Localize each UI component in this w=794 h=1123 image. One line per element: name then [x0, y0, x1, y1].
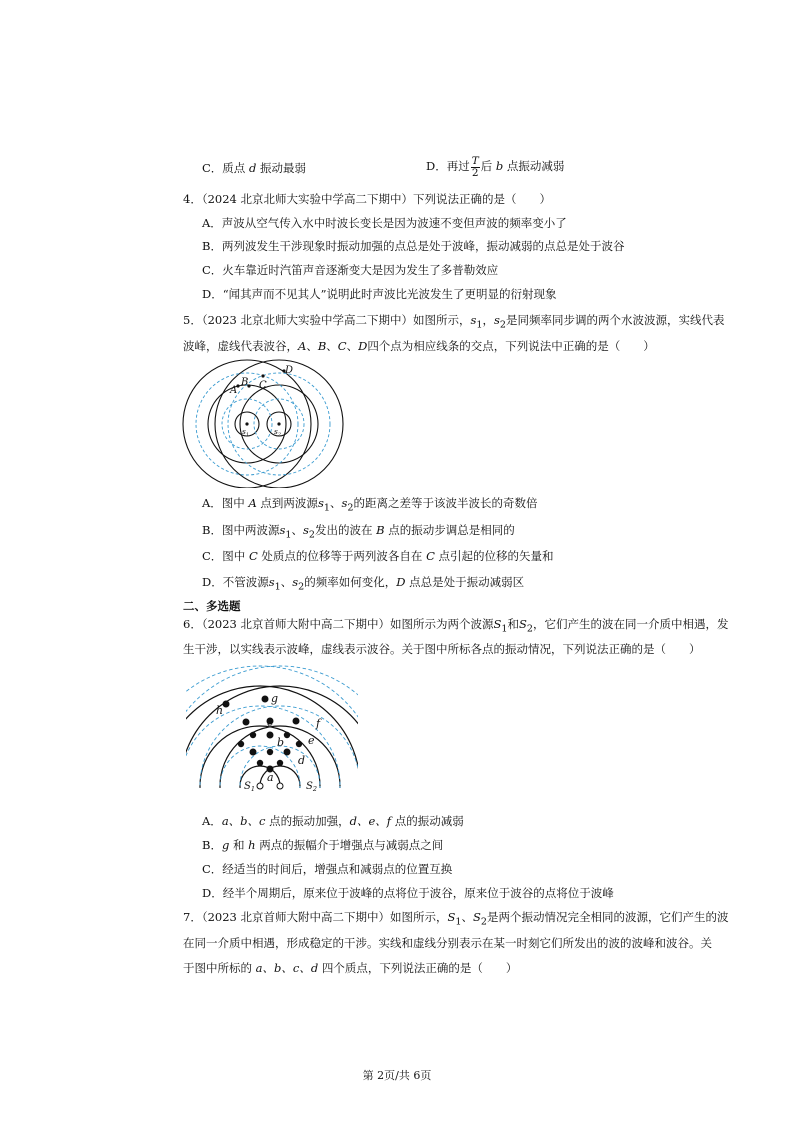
- q6-option-d: D．经半个周期后，原来位于波峰的点将位于波谷，原来位于波谷的点将位于波峰: [202, 886, 614, 900]
- q3-option-c: C．质点 d 振动最弱: [202, 161, 306, 175]
- q4-option-b: B．两列波发生干涉现象时振动加强的点总是处于波峰，振动减弱的点总是处于波谷: [202, 239, 625, 253]
- q5-option-b: B．图中两波源$s_1$、$s_2$发出的波在 B 点的振动步调总是相同的: [202, 523, 515, 541]
- fig5-label-d: D: [285, 365, 294, 376]
- fig6-label-g: g: [271, 692, 279, 705]
- q4-option-d: D．“闻其声而不见其人”说明此时声波比光波发生了更明显的衍射现象: [202, 287, 557, 301]
- q5-interference-figure: [178, 358, 348, 488]
- fig6-label-b: b: [277, 736, 285, 749]
- q6-stem-line2: 生干涉，以实线表示波峰，虚线表示波谷。关于图中所标各点的振动情况，下列说法正确的是（ ）: [183, 642, 701, 656]
- fig6-label-c: c: [267, 716, 274, 729]
- q5-option-d: D．不管波源$s_1$、$s_2$的频率如何变化，D 点总是处于振动减弱区: [202, 575, 525, 593]
- q6-option-a: A．a、b、c 点的振动加强，d、e、f 点的振动减弱: [202, 814, 464, 828]
- q5-stem-line1: 5．（2023 北京北师大实验中学高二下期中）如图所示，$s_1$，$s_2$是同频率同步调的两个水波波源，实线代表: [183, 313, 725, 331]
- q6-option-c: C．经适当的时间后，增强点和减弱点的位置互换: [202, 862, 453, 876]
- q6-interference-figure: [186, 665, 358, 795]
- fig5-label-a: A: [230, 385, 238, 396]
- fig6-label-s1: $S_1$: [244, 781, 255, 793]
- q4-option-a: A．声波从空气传入水中时波长变长是因为波速不变但声波的频率变小了: [202, 216, 567, 230]
- q4-option-c: C．火车靠近时汽笛声音逐渐变大是因为发生了多普勒效应: [202, 263, 499, 277]
- fig5-label-b: B: [241, 377, 249, 388]
- q5-stem-line2: 波峰，虚线代表波谷，A、B、C、D四个点为相应线条的交点，下列说法中正确的是（ ）: [183, 339, 655, 353]
- fig6-label-d: d: [298, 754, 306, 767]
- q7-stem-line2: 在同一介质中相遇，形成稳定的干涉。实线和虚线分别表示在某一时刻它们所发出的波的波峰和波谷。关: [183, 936, 712, 950]
- fig5-label-s2: $s_2$: [274, 427, 282, 438]
- fig6-label-h: h: [216, 704, 224, 717]
- fig6-label-e: e: [308, 734, 315, 747]
- fig6-label-s2: $S_2$: [306, 781, 317, 793]
- fig6-label-f: f: [316, 717, 321, 730]
- page-footer: 第 2页/共 6页: [362, 1069, 432, 1082]
- fig5-label-c: C: [259, 380, 267, 391]
- q5-option-c: C．图中 C 处质点的位移等于两列波各自在 C 点引起的位移的矢量和: [202, 549, 554, 563]
- q3-option-d: D．再过 $\frac{T}{2}$ 后 b 点振动减弱: [426, 154, 565, 179]
- q7-stem-line3: 于图中所标的 a、b、c、d 四个质点，下列说法正确的是（ ）: [183, 961, 518, 975]
- q7-stem-line1: 7．（2023 北京首师大附中高二下期中）如图所示，$S_1$、$S_2$是两个振动情况完全相同的波源，它们产生的波: [183, 910, 729, 928]
- q6-option-b: B．g 和 h 两点的振幅介于增强点与减弱点之间: [202, 838, 444, 852]
- q6-stem-line1: 6．（2023 北京首师大附中高二下期中）如图所示为两个波源$S_1$和$S_2$，它们产生的波在同一介质中相遇，发: [183, 617, 729, 635]
- fig6-label-a: a: [267, 771, 274, 784]
- section-heading-multiple-choice: 二、多选题: [183, 599, 241, 613]
- fig5-label-s1: $s_1$: [242, 427, 250, 438]
- fraction-t-over-2: $\frac{T}{2}$: [471, 154, 479, 179]
- q5-option-a: A．图中 A 点到两波源$s_1$、$s_2$的距离之差等于该波半波长的奇数倍: [202, 496, 538, 514]
- q4-stem: 4．（2024 北京北师大实验中学高二下期中）下列说法正确的是（ ）: [183, 192, 551, 206]
